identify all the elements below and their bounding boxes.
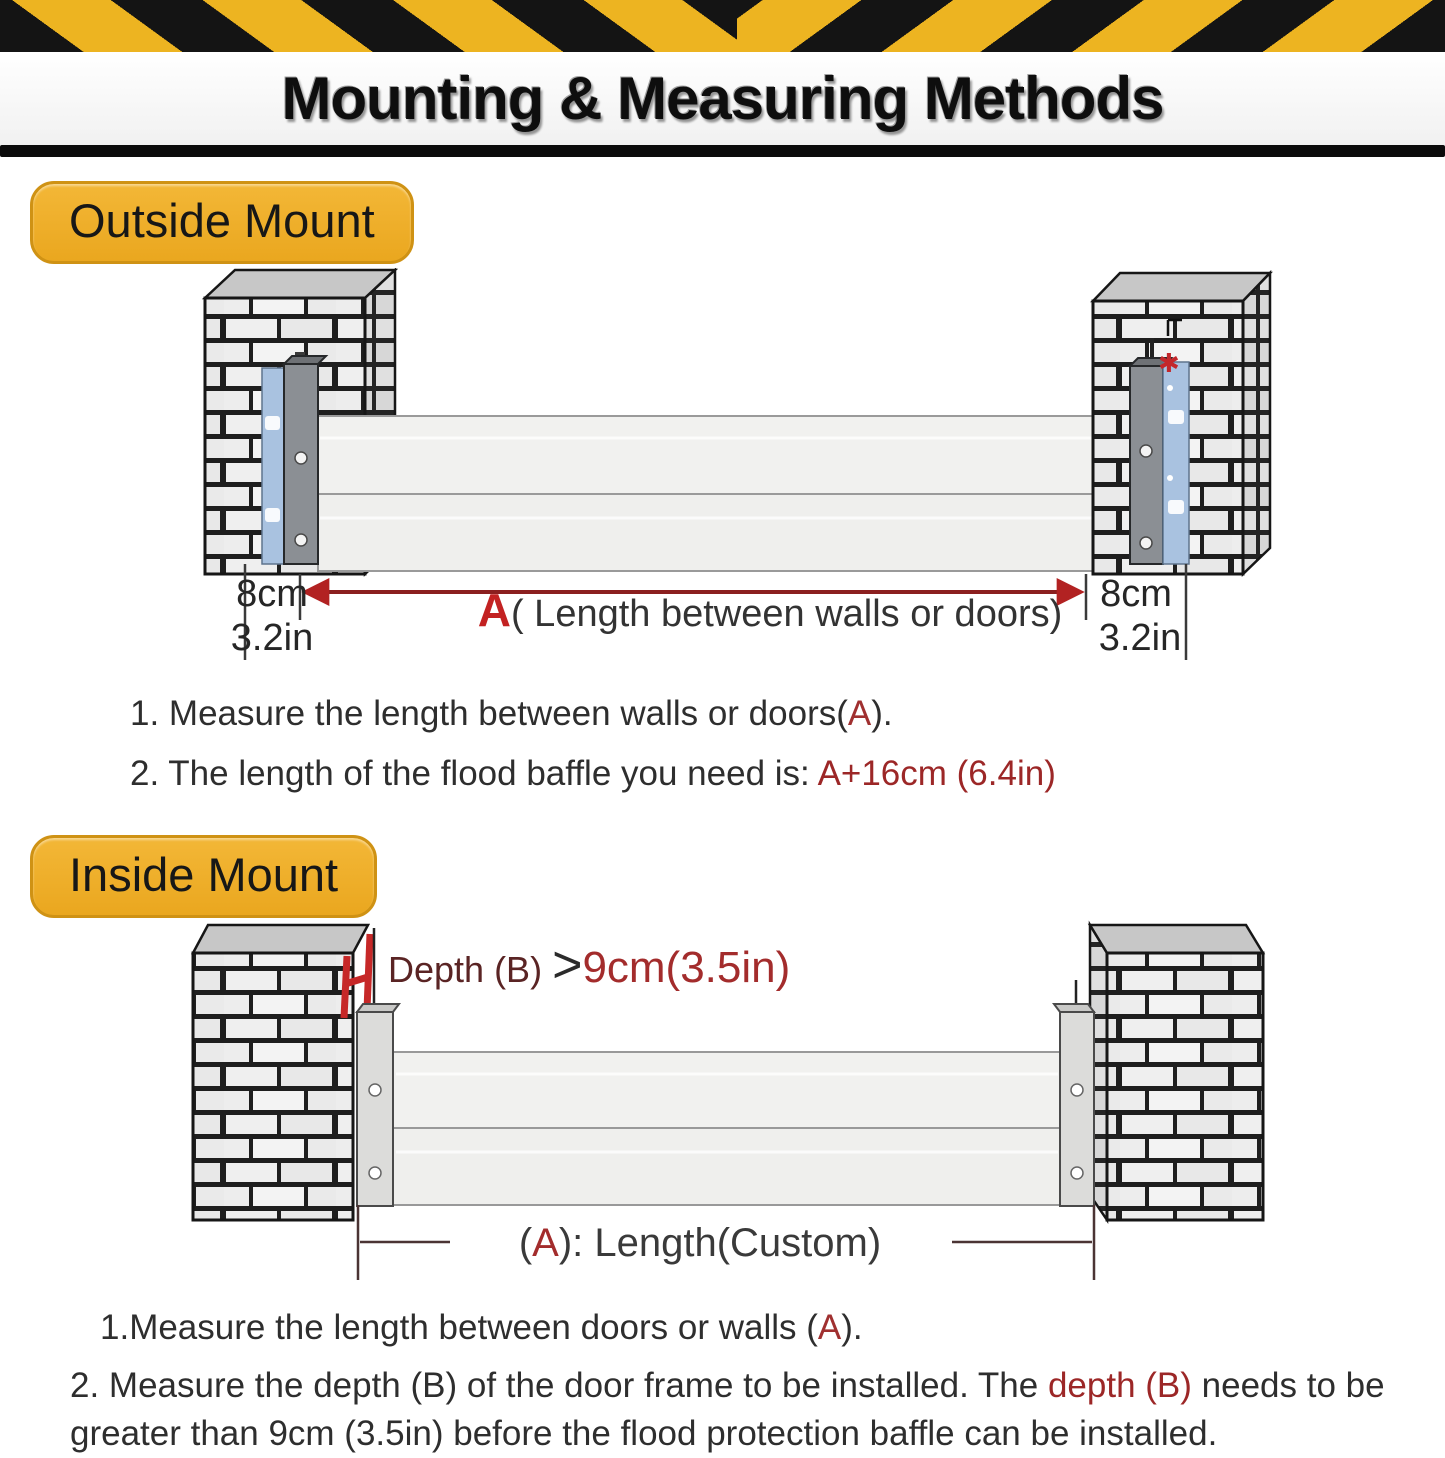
outside-mount-badge: Outside Mount (30, 181, 414, 264)
seal-strip-left (262, 368, 284, 564)
mounting-channel-right (1054, 1004, 1094, 1206)
dim-right-in: 3.2in (1098, 617, 1182, 659)
title-divider-bar (0, 145, 1445, 157)
right-pillar (1090, 925, 1263, 1220)
seal-strip-right (1163, 362, 1189, 564)
outside-step-1: 1. Measure the length between walls or doors(A). (130, 694, 893, 733)
hazard-tape (0, 0, 1445, 52)
hazard-stripes-right (737, 0, 1445, 52)
inside-steps (0, 1300, 1445, 1458)
hazard-stripes-left (0, 0, 737, 52)
length-label: (A): Length(Custom) (518, 1220, 882, 1265)
inside-mount-diagram (0, 920, 1445, 1300)
inside-step-2: 2. Measure the depth (B) of the door frame to be installed. The depth (B) needs to be greater than 9cm (3.5in) before the flood protection baffle can be installed. (70, 1365, 1385, 1454)
title-band (0, 52, 1445, 145)
depth-label: Depth (B) >9cm(3.5in) (388, 935, 791, 994)
outside-step-2: 2. The length of the flood baffle you need is: A+16cm (6.4in) (130, 754, 1056, 794)
header-banner (0, 0, 1445, 157)
anchor-bolt-right (1150, 338, 1154, 360)
inside-step-1: 1.Measure the length between doors or walls (A). (100, 1307, 863, 1347)
inside-mount-badge: Inside Mount (30, 835, 377, 918)
outside-steps (0, 678, 1445, 799)
dim-right-cm: 8cm (1100, 573, 1172, 615)
span-length-label: A( Length between walls or doors) (477, 584, 1063, 636)
flood-barrier-panels (393, 1052, 1060, 1205)
mounting-channel-left (357, 1004, 399, 1206)
page-title: Mounting & Measuring Methods (281, 65, 1164, 132)
flood-barrier-panels (318, 416, 1132, 571)
asterisk-mark: ✱ (1158, 348, 1180, 378)
dim-left-in: 3.2in (230, 617, 314, 659)
dim-left-cm: 8cm (236, 573, 308, 615)
left-pillar (193, 925, 368, 1220)
outside-mount-diagram (0, 268, 1445, 678)
